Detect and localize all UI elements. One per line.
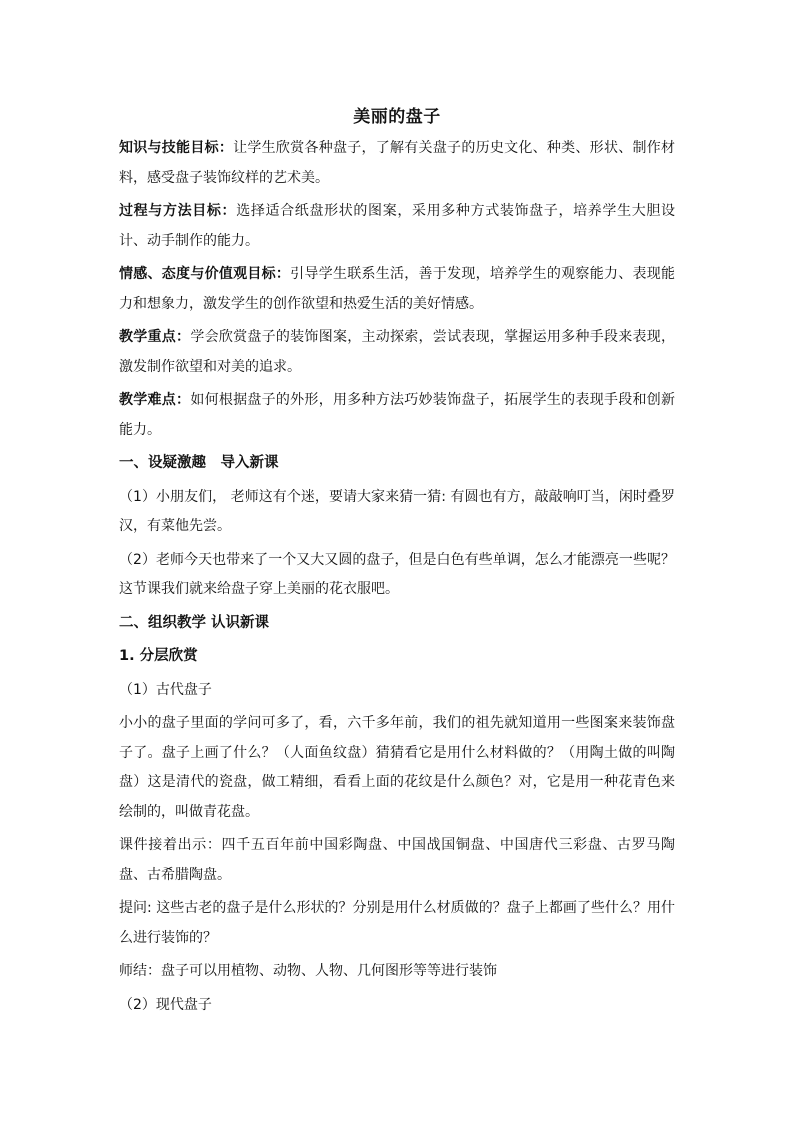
objective-label: 教学难点：	[119, 392, 191, 408]
objective-text: 引导学生联系生活，善于发现，培养学生的观察能力、表现能力和想象力，激发学生的创作欲望和热爱生活的美好情感。	[119, 266, 676, 312]
objective-text: 选择适合纸盘形状的图案，采用多种方式装饰盘子，培养学生大胆设计、动手制作的能力。	[119, 203, 676, 249]
section-heading-1: 一、设疑激趣 导入新课	[119, 455, 279, 471]
section2-paragraph-1: 小小的盘子里面的学问可多了，看，六千多年前，我们的祖先就知道用一些图案来装饰盘子了。盘子上画了什么？（人面鱼纹盘）猜猜看它是用什么材料做的？（用陶土做的叫陶盘）这是清代的瓷盘，做工精细，看看上面的花纹是什么颜色？对，它是用一种花青色来绘制的，叫做青花盘。	[119, 715, 675, 820]
objective-label: 过程与方法目标：	[119, 203, 237, 219]
teaching-focus	[119, 323, 675, 382]
objective-process	[119, 197, 675, 256]
subheading-ancient-plates: （1）古代盘子	[119, 681, 212, 698]
objective-label: 教学重点：	[119, 329, 191, 345]
subheading-layered-appreciation: 1. 分层欣赏	[119, 648, 198, 664]
document-title: 美丽的盘子	[353, 107, 441, 127]
section2-paragraph-4: 师结：盘子可以用植物、动物、人物、几何图形等等进行装饰	[119, 963, 497, 979]
teaching-difficulty	[119, 386, 675, 445]
section-heading-2: 二、组织教学 认识新课	[119, 614, 270, 631]
document-page	[119, 104, 675, 1024]
objective-text: 学会欣赏盘子的装饰图案，主动探索，尝试表现，掌握运用多种手段来表现，激发制作欲望和对美的追求。	[119, 329, 676, 375]
objective-label: 知识与技能目标：	[119, 140, 234, 156]
objective-emotion	[119, 260, 675, 319]
objective-knowledge	[119, 134, 675, 193]
subheading-modern-plates: （2）现代盘子	[119, 996, 212, 1013]
section1-paragraph-2: （2）老师今天也带来了一个又大又圆的盘子，但是白色有些单调，怎么才能漂亮一些呢？这节课我们就来给盘子穿上美丽的花衣服吧。	[119, 551, 675, 597]
objective-text: 如何根据盘子的外形，用多种方法巧妙装饰盘子，拓展学生的表现手段和创新能力。	[119, 392, 676, 438]
objective-text: 让学生欣赏各种盘子，了解有关盘子的历史文化、种类、形状、制作材料，感受盘子装饰纹样的艺术美。	[119, 140, 676, 186]
section2-paragraph-3: 提问: 这些古老的盘子是什么形状的？分别是用什么材质做的？盘子上都画了些什么？用什么进行装饰的？	[119, 900, 675, 946]
objective-label: 情感、态度与价值观目标：	[119, 266, 291, 282]
section1-paragraph-1: （1）小朋友们， 老师这有个迷，要请大家来猜一猜: 有圆也有方，敲敲响叮当，闲时叠罗汉，有菜他先尝。	[119, 488, 675, 534]
section2-paragraph-2: 课件接着出示：四千五百年前中国彩陶盘、中国战国铜盘、中国唐代三彩盘、古罗马陶盘、古希腊陶盘。	[119, 837, 675, 883]
